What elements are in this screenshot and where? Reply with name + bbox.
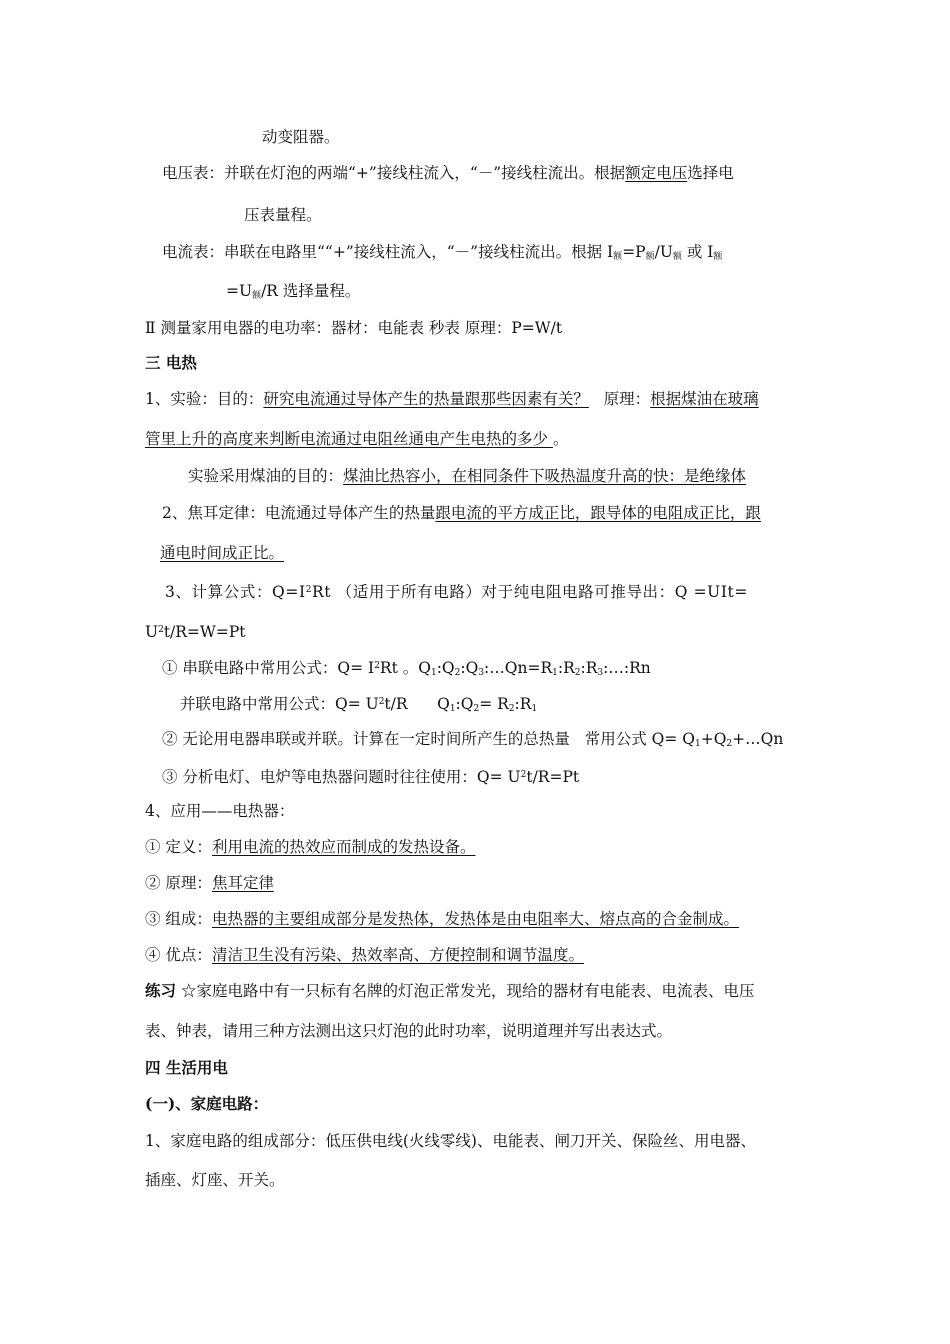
text-span: +…Qn — [732, 730, 784, 748]
text-span: =U — [226, 282, 253, 300]
text-span: 或 I — [681, 243, 714, 261]
section-heading: 四 生活用电 — [145, 1058, 228, 1077]
subscript: 1 — [694, 739, 701, 749]
text-span: ④ 优点： — [145, 946, 212, 964]
text-span: 实验采用煤油的目的： — [188, 467, 344, 485]
text-span: Rt 。Q — [379, 659, 431, 677]
text-span: ① 定义： — [145, 838, 212, 856]
underlined-text: 利用电流的热效应而制成的发热设备。 — [211, 838, 476, 856]
text-line — [160, 543, 284, 563]
text-span: :R — [514, 695, 532, 713]
text-span: :R — [580, 659, 598, 677]
subsection-heading: (一)、家庭电路： — [145, 1094, 269, 1113]
text-span: t/R=W=Pt — [163, 623, 246, 641]
text-line — [145, 873, 274, 893]
text-line: 4、应用——电热器： — [145, 802, 295, 820]
text-span: ③ 分析电灯、电炉等电热器问题时往往使用：Q= U — [162, 768, 521, 786]
subscript: 额 — [713, 252, 723, 262]
text-line — [145, 909, 739, 929]
text-span: :Q — [455, 695, 474, 713]
superscript: 2 — [374, 661, 380, 671]
text-span: 1、实验：目的： — [145, 390, 264, 408]
superscript: 2 — [520, 770, 527, 780]
subscript: 2 — [508, 704, 515, 714]
underlined-text: 电热器的主要组成部分是发热体，发热体是由电阻率大、熔点高的合金制成。 — [211, 910, 739, 928]
text-line — [180, 692, 537, 719]
underlined-text: 额定电压 — [625, 164, 688, 182]
underlined-text: 焦耳定律 — [211, 874, 274, 892]
subscript: 额 — [252, 291, 262, 301]
text-span: t/R=Pt — [526, 768, 580, 786]
text-span: :…:Rn — [603, 659, 651, 677]
underlined-text: 跟电流的平方成正比，跟导体的电阻成正比，跟 — [435, 504, 761, 522]
text-span: Rt （适用于所有电路）对于纯电阻电路可推导出：Q =UIt= — [312, 583, 748, 601]
subscript: 2 — [726, 739, 733, 749]
text-span: ② 无论用电器串联或并联。计算在一定时间所产生的总热量 常用公式 Q= Q — [162, 730, 695, 748]
text-line: 动变阻器。 — [262, 128, 340, 146]
underlined-text: 管里上升的高度来判断电流通过电阻丝通电产生电热的多少 — [145, 430, 553, 448]
text-span: /R 选择量程。 — [261, 282, 361, 300]
underlined-text: 煤油比热容小，在相同条件下吸热温度升高的快：是绝缘体 — [343, 467, 747, 485]
text-line — [165, 580, 748, 602]
text-span: ③ 组成： — [145, 910, 212, 928]
underlined-text: 通电时间成正比。 — [160, 544, 285, 562]
subscript: 1 — [552, 668, 558, 678]
text-line: 1、家庭电路的组成部分：低压供电线(火线零线)、电能表、闸刀开关、保险丝、用电器、 — [145, 1132, 756, 1150]
superscript: 2 — [378, 697, 385, 707]
subscript: 额 — [645, 252, 655, 262]
subscript: 2 — [473, 704, 480, 714]
subscript: 额 — [672, 252, 682, 262]
text-span: :R — [557, 659, 575, 677]
subscript: 1 — [531, 704, 538, 714]
text-line: Ⅱ 测量家用电器的电功率：器材：电能表 秒表 原理：P=W/t — [145, 319, 563, 337]
subscript: 3 — [597, 668, 604, 678]
text-span: t/R Q — [384, 695, 450, 713]
text-span: ☆家庭电路中有一只标有名牌的灯泡正常发光，现给的器材有电能表、电流表、电压 — [176, 982, 755, 1000]
text-line — [145, 837, 475, 857]
text-span: 3、计算公式：Q=I — [165, 583, 306, 601]
text-line — [162, 656, 651, 683]
text-span: 电流表：串联在电路里““+”接线柱流入，“－”接线柱流出。根据 I — [162, 243, 614, 261]
text-span: +Q — [700, 730, 727, 748]
text-span: U — [145, 623, 159, 641]
text-span: 并联电路中常用公式：Q= U — [180, 695, 379, 713]
text-line: 表、钟表，请用三种方法测出这只灯泡的此时功率，说明道理并写出表达式。 — [145, 1022, 673, 1040]
text-line — [162, 163, 734, 183]
underlined-text: 研究电流通过导体产生的热量跟那些因素有关？ — [263, 390, 589, 408]
text-line — [162, 729, 783, 754]
text-line: 压表量程。 — [244, 206, 322, 224]
text-line — [188, 466, 746, 486]
text-line: 插座、灯座、开关。 — [145, 1171, 285, 1189]
text-span: 2、焦耳定律：电流通过导体产生的热量 — [162, 504, 436, 522]
text-span: 电压表：并联在灯泡的两端“+”接线柱流入，“－”接线柱流出。根据 — [162, 164, 626, 182]
superscript: 2 — [305, 585, 313, 595]
text-span: :Q — [460, 659, 479, 677]
text-span: = R — [479, 695, 509, 713]
text-line — [145, 945, 584, 965]
text-span: =P — [622, 243, 646, 261]
text-span: :…Qn=R — [484, 659, 553, 677]
text-span: :Q — [436, 659, 455, 677]
subscript: 1 — [449, 704, 456, 714]
subscript: 3 — [478, 668, 485, 678]
text-span: 原理： — [588, 390, 651, 408]
underlined-text: 根据煤油在玻璃 — [650, 390, 759, 408]
subscript: 额 — [613, 252, 623, 262]
subscript: 2 — [454, 668, 461, 678]
subscript: 1 — [430, 668, 437, 678]
text-line — [162, 503, 761, 523]
superscript: 2 — [158, 625, 164, 635]
text-line — [145, 429, 568, 449]
underlined-text: 清洁卫生没有污染、热效率高、方便控制和调节温度。 — [211, 946, 584, 964]
text-line — [226, 281, 360, 306]
text-line — [145, 981, 754, 1001]
subscript: 2 — [574, 668, 581, 678]
text-span: 。 — [552, 430, 569, 448]
text-span: /U — [654, 243, 673, 261]
exercise-label: 练习 — [145, 981, 177, 1000]
text-span: ① 串联电路中常用公式：Q= I — [162, 659, 375, 677]
text-line — [162, 242, 722, 267]
text-span: 选择电 — [687, 164, 734, 182]
text-line — [145, 389, 759, 409]
text-line — [145, 620, 246, 642]
section-heading: 三 电热 — [145, 353, 197, 372]
text-line — [162, 765, 579, 787]
text-span: ② 原理： — [145, 874, 212, 892]
